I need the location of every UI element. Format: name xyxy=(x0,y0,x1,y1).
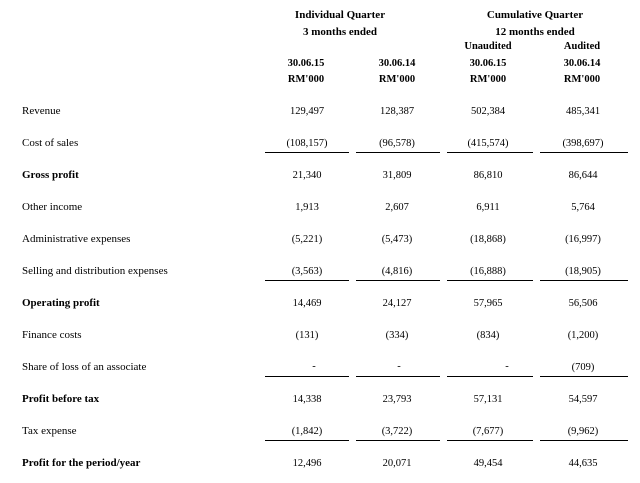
other-income-col4: 5,764 xyxy=(571,202,595,213)
row-label-finance-costs: Finance costs xyxy=(22,329,82,341)
profit-before-tax-col1: 14,338 xyxy=(292,394,322,405)
gross-profit-col2: 31,809 xyxy=(382,170,412,181)
administrative-expenses-col4: (16,997) xyxy=(565,234,601,245)
col3-status: Unaudited xyxy=(464,41,512,52)
col4-date: 30.06.14 xyxy=(563,58,601,69)
underline-cost-of-sales-col3 xyxy=(447,152,533,153)
col4-unit: RM'000 xyxy=(563,74,601,85)
underline-tax-expense-col2 xyxy=(356,440,440,441)
share-of-loss-col1: - xyxy=(312,361,316,372)
individual-quarter-title: Individual Quarter xyxy=(294,9,386,21)
selling-distribution-col4: (18,905) xyxy=(565,266,601,277)
individual-quarter-subtitle: 3 months ended xyxy=(303,26,377,38)
finance-costs-col2: (334) xyxy=(385,330,409,341)
finance-costs-col3: (834) xyxy=(476,330,500,341)
finance-costs-col4: (1,200) xyxy=(567,330,599,341)
revenue-col4: 485,341 xyxy=(565,106,601,117)
underline-cost-of-sales-col2 xyxy=(356,152,440,153)
col1-date: 30.06.15 xyxy=(287,58,325,69)
other-income-col3: 6,911 xyxy=(476,202,500,213)
revenue-col2: 128,387 xyxy=(379,106,415,117)
underline-cost-of-sales-col1 xyxy=(265,152,349,153)
profit-before-tax-col3: 57,131 xyxy=(473,394,503,405)
administrative-expenses-col3: (18,868) xyxy=(470,234,506,245)
other-income-col2: 2,607 xyxy=(385,202,409,213)
revenue-col1: 129,497 xyxy=(289,106,325,117)
share-of-loss-col3: - xyxy=(505,361,509,372)
gross-profit-col4: 86,644 xyxy=(568,170,598,181)
profit-for-period-col4: 44,635 xyxy=(568,458,598,469)
profit-for-period-col1: 12,496 xyxy=(292,458,322,469)
selling-distribution-col2: (4,816) xyxy=(381,266,413,277)
administrative-expenses-col2: (5,473) xyxy=(381,234,413,245)
col2-unit: RM'000 xyxy=(378,74,416,85)
cumulative-quarter-subtitle: 12 months ended xyxy=(495,26,575,38)
selling-distribution-col3: (16,888) xyxy=(470,266,506,277)
underline-share-of-loss-col1 xyxy=(265,376,349,377)
col3-date: 30.06.15 xyxy=(469,58,507,69)
underline-selling-col4 xyxy=(540,280,628,281)
selling-distribution-col1: (3,563) xyxy=(291,266,323,277)
profit-for-period-col2: 20,071 xyxy=(382,458,412,469)
tax-expense-col1: (1,842) xyxy=(291,426,323,437)
tax-expense-col2: (3,722) xyxy=(381,426,413,437)
operating-profit-col1: 14,469 xyxy=(292,298,322,309)
tax-expense-col3: (7,677) xyxy=(472,426,504,437)
underline-tax-expense-col1 xyxy=(265,440,349,441)
underline-selling-col1 xyxy=(265,280,349,281)
finance-costs-col1: (131) xyxy=(295,330,319,341)
underline-tax-expense-col4 xyxy=(540,440,628,441)
row-label-tax-expense: Tax expense xyxy=(22,425,77,437)
cumulative-quarter-title: Cumulative Quarter xyxy=(486,9,584,21)
row-label-cost-of-sales: Cost of sales xyxy=(22,137,79,149)
gross-profit-col1: 21,340 xyxy=(292,170,322,181)
row-label-share-of-loss-associate: Share of loss of an associate xyxy=(22,361,147,373)
row-label-operating-profit: Operating profit xyxy=(22,297,100,309)
other-income-col1: 1,913 xyxy=(295,202,319,213)
col2-date: 30.06.14 xyxy=(378,58,416,69)
gross-profit-col3: 86,810 xyxy=(473,170,503,181)
operating-profit-col4: 56,506 xyxy=(568,298,598,309)
cost-of-sales-col4: (398,697) xyxy=(562,138,604,149)
share-of-loss-col2: - xyxy=(397,361,401,372)
cost-of-sales-col3: (415,574) xyxy=(467,138,509,149)
row-label-gross-profit: Gross profit xyxy=(22,169,79,181)
profit-before-tax-col4: 54,597 xyxy=(568,394,598,405)
underline-cost-of-sales-col4 xyxy=(540,152,628,153)
row-label-profit-before-tax: Profit before tax xyxy=(22,393,100,405)
tax-expense-col4: (9,962) xyxy=(567,426,599,437)
underline-share-of-loss-col2 xyxy=(356,376,440,377)
underline-share-of-loss-col3 xyxy=(447,376,533,377)
operating-profit-col3: 57,965 xyxy=(473,298,503,309)
row-label-administrative-expenses: Administrative expenses xyxy=(22,233,131,245)
operating-profit-col2: 24,127 xyxy=(382,298,412,309)
col4-status: Audited xyxy=(563,41,601,52)
row-label-other-income: Other income xyxy=(22,201,83,213)
administrative-expenses-col1: (5,221) xyxy=(291,234,323,245)
profit-for-period-col3: 49,454 xyxy=(473,458,503,469)
underline-tax-expense-col3 xyxy=(447,440,533,441)
row-label-revenue: Revenue xyxy=(22,105,61,117)
revenue-col3: 502,384 xyxy=(470,106,506,117)
col1-unit: RM'000 xyxy=(287,74,325,85)
share-of-loss-col4: (709) xyxy=(571,362,595,373)
underline-selling-col3 xyxy=(447,280,533,281)
underline-selling-col2 xyxy=(356,280,440,281)
underline-share-of-loss-col4 xyxy=(540,376,628,377)
profit-before-tax-col2: 23,793 xyxy=(382,394,412,405)
cost-of-sales-col2: (96,578) xyxy=(379,138,415,149)
row-label-profit-for-period: Profit for the period/year xyxy=(22,457,141,469)
cost-of-sales-col1: (108,157) xyxy=(286,138,328,149)
col3-unit: RM'000 xyxy=(469,74,507,85)
row-label-selling-distribution-expenses: Selling and distribution expenses xyxy=(22,265,168,277)
